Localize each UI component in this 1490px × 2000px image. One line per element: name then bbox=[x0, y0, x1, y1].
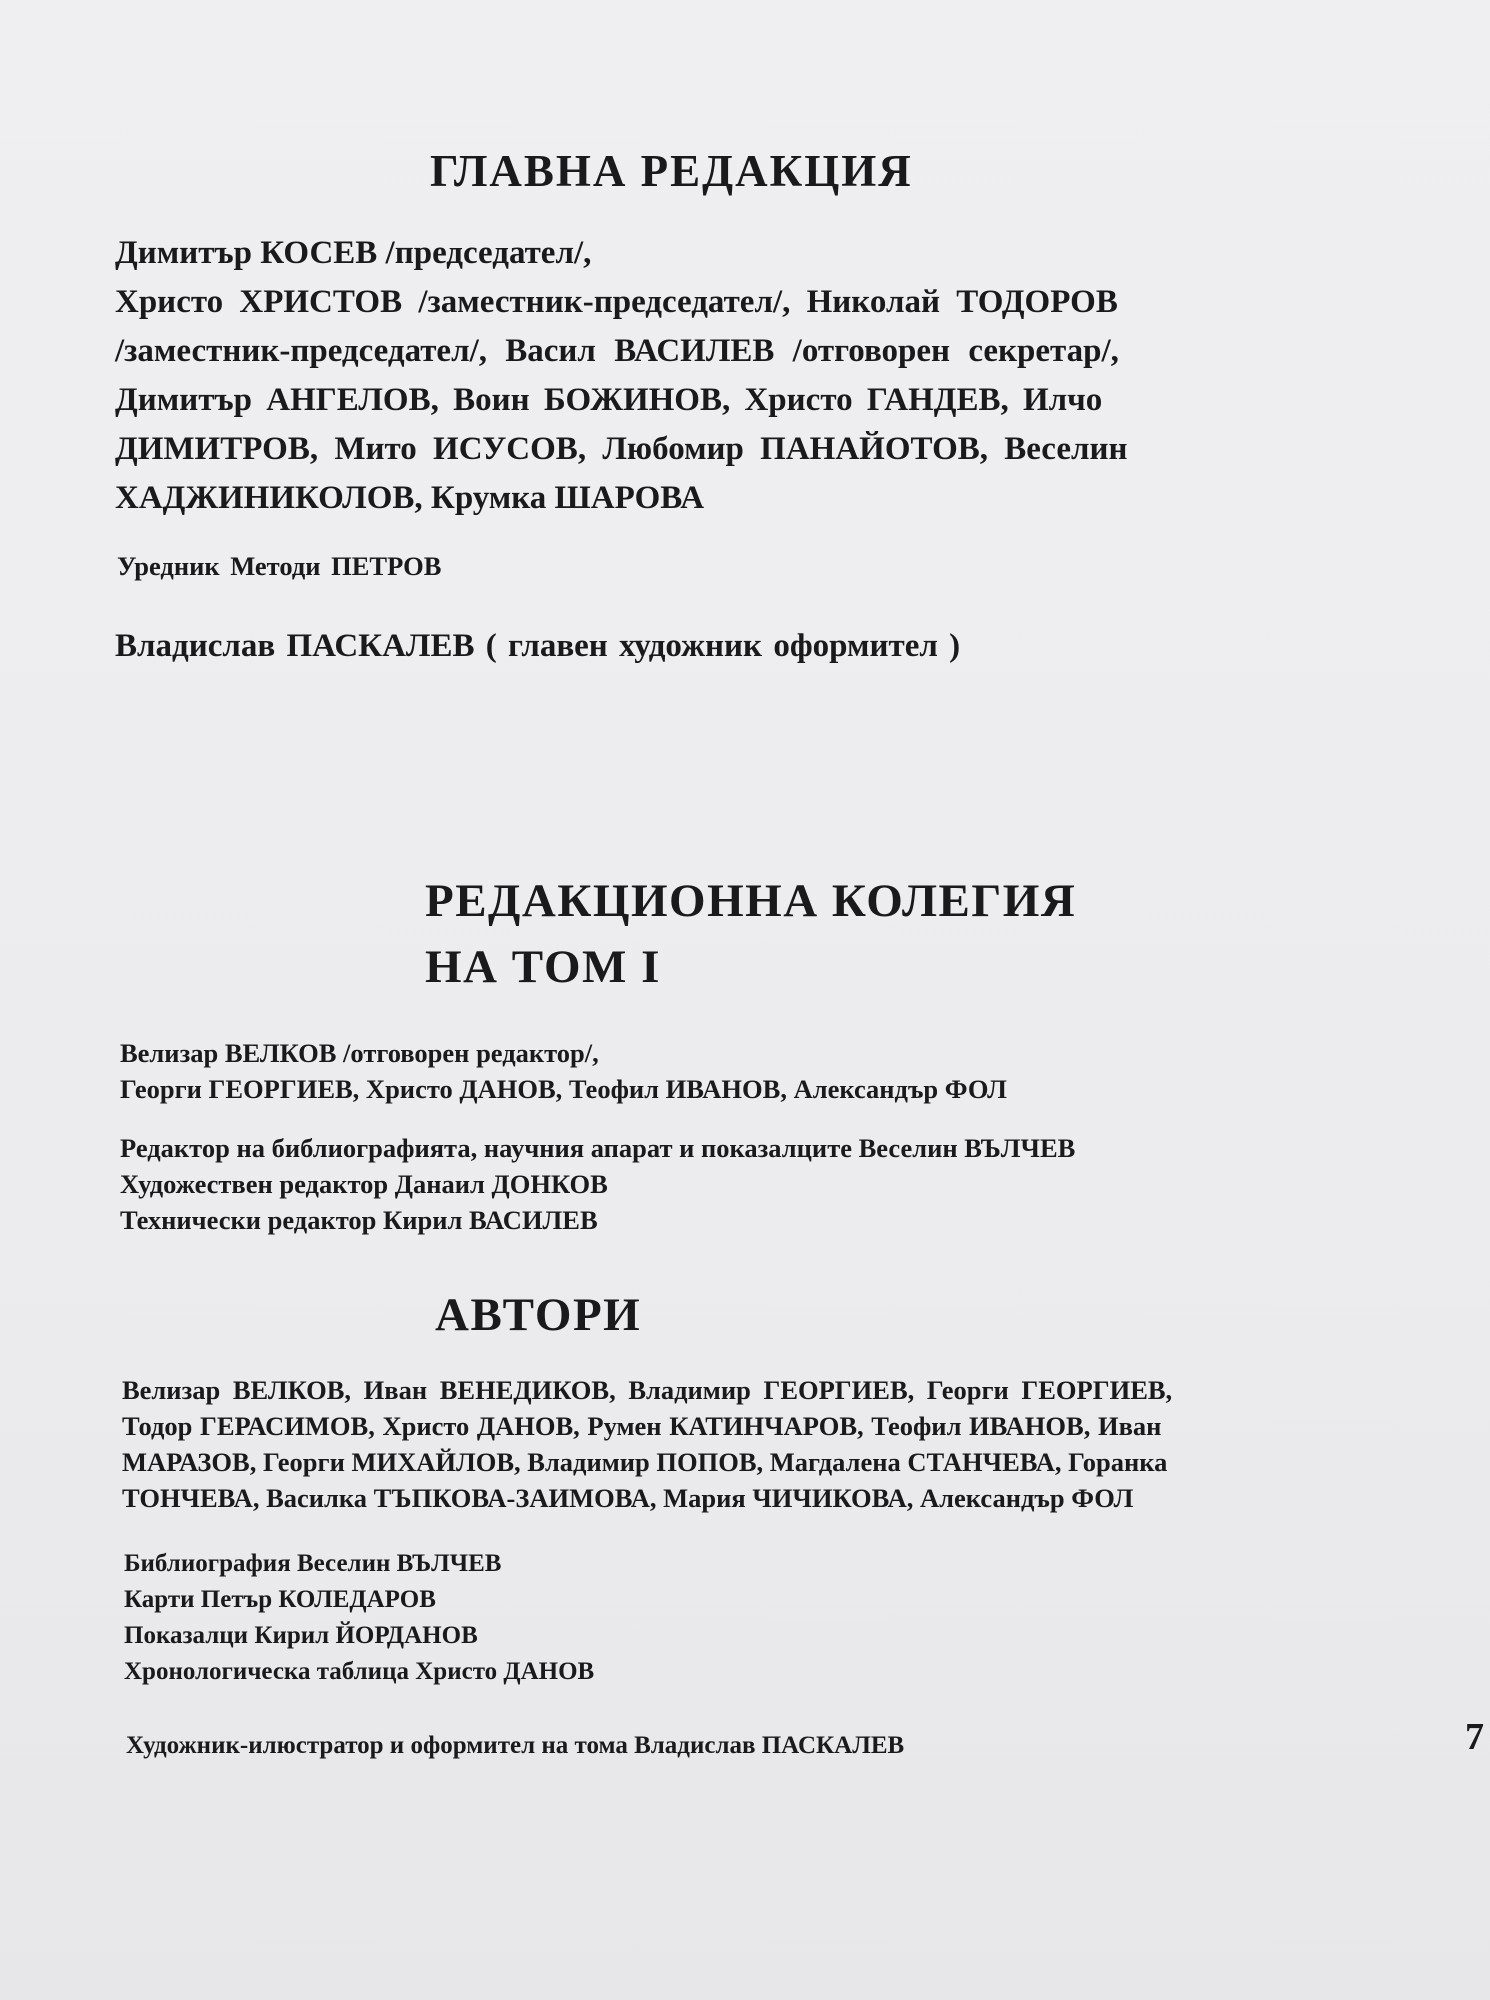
editor-line: Уредник Методи ПЕТРОВ bbox=[117, 551, 442, 581]
authors-list bbox=[122, 1372, 1344, 1516]
main-editorial-members bbox=[115, 229, 1330, 523]
member-line: /заместник-председател/, Васил ВАСИЛЕВ /отговорен секретар/, bbox=[115, 333, 1119, 369]
volume-board-title-line2: НА ТОМ I bbox=[425, 941, 661, 993]
staff-line: Технически редактор Кирил ВАСИЛЕВ bbox=[120, 1205, 598, 1235]
member-line: Велизар ВЕЛКОВ /отговорен редактор/, bbox=[120, 1038, 599, 1068]
credit-line: Хронологическа таблица Христо ДАНОВ bbox=[124, 1658, 595, 1685]
author-line: Тодор ГЕРАСИМОВ, Христо ДАНОВ, Румен КАТИНЧАРОВ, Теофил ИВАНОВ, Иван bbox=[122, 1411, 1162, 1441]
staff-line: Редактор на библиографията, научния апарат и показалците Веселин ВЪЛЧЕВ bbox=[120, 1133, 1076, 1163]
member-line: ДИМИТРОВ, Мито ИСУСОВ, Любомир ПАНАЙОТОВ, Веселин bbox=[115, 431, 1128, 467]
member-line: Димитър КОСЕВ /председател/, bbox=[115, 235, 592, 271]
credit-line: Библиография Веселин ВЪЛЧЕВ bbox=[124, 1550, 502, 1577]
staff-line: Художествен редактор Данаил ДОНКОВ bbox=[120, 1169, 608, 1199]
credit-line: Показалци Кирил ЙОРДАНОВ bbox=[124, 1622, 478, 1649]
credit-line: Карти Петър КОЛЕДАРОВ bbox=[124, 1586, 436, 1613]
author-line: Велизар ВЕЛКОВ, Иван ВЕНЕДИКОВ, Владимир ГЕОРГИЕВ, Георги ГЕОРГИЕВ, bbox=[122, 1375, 1173, 1405]
main-editorial-title: ГЛАВНА РЕДАКЦИЯ bbox=[430, 146, 913, 196]
authors-title: АВТОРИ bbox=[435, 1289, 642, 1341]
volume-board-title bbox=[425, 868, 1076, 1000]
chief-artist-line: Владислав ПАСКАЛЕВ ( главен художник оформител ) bbox=[115, 628, 961, 664]
authors-credits bbox=[124, 1546, 594, 1690]
illustrator-line: Художник-илюстратор и оформител на тома Владислав ПАСКАЛЕВ bbox=[126, 1732, 905, 1759]
member-line: Георги ГЕОРГИЕВ, Христо ДАНОВ, Теофил ИВАНОВ, Александър ФОЛ bbox=[120, 1074, 1007, 1104]
member-line: Димитър АНГЕЛОВ, Воин БОЖИНОВ, Христо ГАНДЕВ, Илчо bbox=[115, 382, 1103, 418]
author-line: ТОНЧЕВА, Василка ТЪПКОВА-ЗАИМОВА, Мария ЧИЧИКОВА, Александър ФОЛ bbox=[122, 1483, 1134, 1513]
volume-board-title-line1: РЕДАКЦИОННА КОЛЕГИЯ bbox=[425, 875, 1077, 927]
author-line: МАРАЗОВ, Георги МИХАЙЛОВ, Владимир ПОПОВ, Магдалена СТАНЧЕВА, Горанка bbox=[122, 1447, 1168, 1477]
member-line: Христо ХРИСТОВ /заместник-председател/, Николай ТОДОРОВ bbox=[115, 284, 1118, 320]
volume-board-members bbox=[120, 1035, 1007, 1107]
member-line: ХАДЖИНИКОЛОВ, Крумка ШАРОВА bbox=[115, 480, 705, 516]
page-number: 7 bbox=[1465, 1716, 1484, 1758]
volume-board-staff bbox=[120, 1130, 1075, 1238]
